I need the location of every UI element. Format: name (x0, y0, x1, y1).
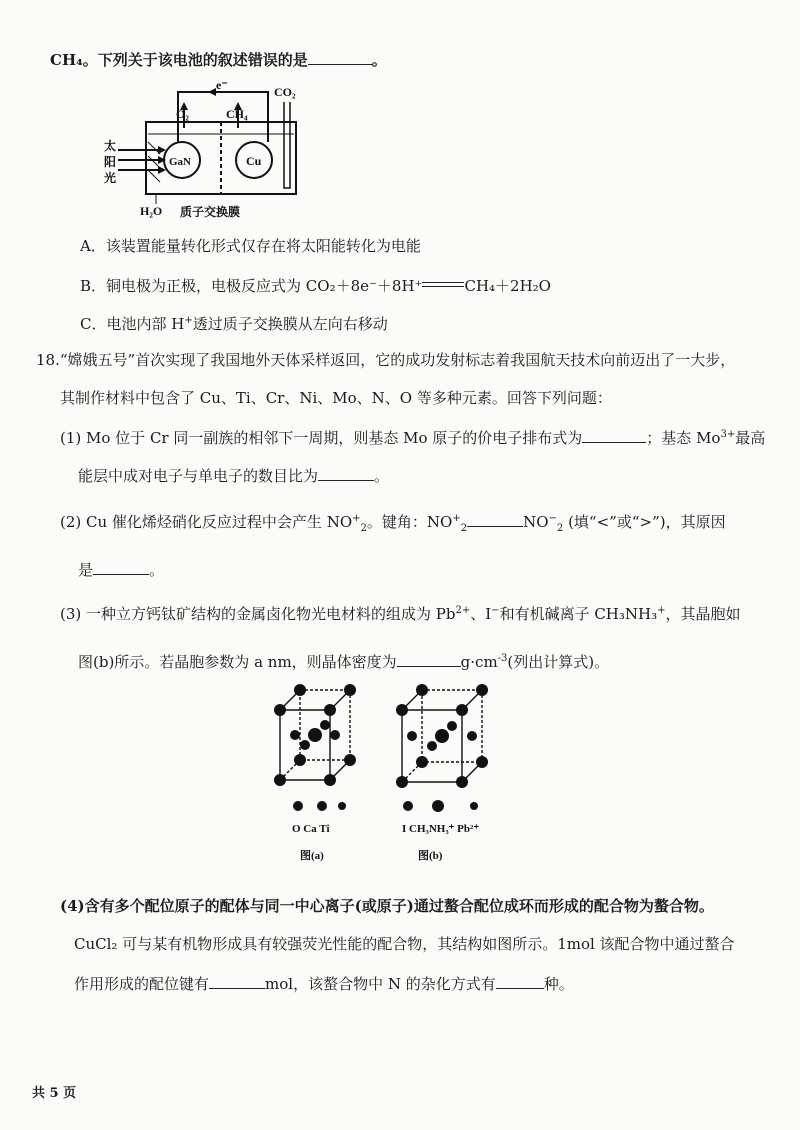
answer-blank[interactable] (496, 972, 544, 989)
cell-diagram (104, 80, 314, 220)
q18-part2-line2: 是 。 (78, 558, 164, 580)
co2-label: CO₂ (274, 85, 296, 99)
legend-a: O Ca Ti (292, 823, 330, 835)
o2-label: O₂ (176, 107, 189, 121)
answer-blank[interactable] (318, 464, 374, 481)
answer-blank[interactable] (467, 510, 523, 527)
gan-label: GaN (169, 156, 191, 168)
caption-b: 图(b) (418, 850, 443, 862)
q18-intro-line-2: 其制作材料中包含了 Cu、Ti、Cr、Ni、Mo、N、O 等多种元素。回答下列问题： (60, 389, 612, 407)
q18-part4-line2: CuCl₂ 可与某有机物形成具有较强荧光性能的配合物，其结构如图所示。1mol 该配合物中通过螯合 (74, 935, 735, 953)
intro-line: CH₄。下列关于该电池的叙述错误的是 。 (50, 48, 387, 70)
intro-text: 。下列关于该电池的叙述错误的是 (82, 51, 308, 69)
answer-blank[interactable] (308, 48, 372, 65)
page-footer: 共 5 页 (32, 1086, 77, 1101)
ch4-label: CH₄ (226, 107, 248, 121)
q18-part1: (1) Mo 位于 Cr 同一副族的相邻下一周期，则基态 Mo 原子的价电子排布式为 ；基态 $Mo^{3+}$最高 (60, 426, 765, 448)
q18-part2: (2) Cu 催化烯烃硝化反应过程中会产生 $NO^+_2$。键角：$NO^+_2$ $NO^-_2$ (填“<”或“>”)，其原因 (60, 510, 726, 532)
membrane-label: 质子交换膜 (180, 205, 241, 219)
legend-b: I CH₃NH₃⁺ Pb²⁺ (402, 823, 480, 835)
option-c: C．电池内部 H+透过质子交换膜从左向右移动 (80, 315, 388, 333)
cu-label: Cu (246, 154, 262, 168)
option-b: B．铜电极为正极，电极反应式为 CO₂＋8e⁻＋8H⁺ CH₄＋2H₂O (80, 277, 551, 295)
equals-sign (422, 282, 464, 287)
perovskite-figure (270, 682, 510, 868)
sun-label-1: 太 (104, 139, 117, 153)
q18-part3: (3) 一种立方钙钛矿结构的金属卤化物光电材料的组成为 $Pb^{2+}$、I−和有机碱离子 CH₃NH₃+，其晶胞如 (60, 605, 741, 623)
answer-blank[interactable] (93, 558, 149, 575)
sun-label-2: 阳 (104, 155, 117, 169)
h2o-label: H₂O (140, 204, 163, 218)
electron-label: e⁻ (216, 80, 228, 92)
option-a: A．该装置能量转化形式仅存在将太阳能转化为电能 (80, 237, 421, 255)
intro-formula: CH₄ (50, 51, 83, 69)
q18-part4-line3: 作用形成的配位键有 mol，该螯合物中 N 的杂化方式有 种。 (74, 972, 574, 994)
answer-blank[interactable] (209, 972, 265, 989)
answer-blank[interactable] (582, 426, 646, 443)
q18-intro-line-1: 18.“嫦娥五号”首次实现了我国地外天体采样返回，它的成功发射标志着我国航天技术向前迈出了一大步， (36, 351, 736, 369)
q18-part3-line2: 图(b)所示。若晶胞参数为 a nm，则晶体密度为 $g\cdot cm^{-3}$(列出计算式)。 (78, 650, 609, 672)
q18-part4-line1: (4)含有多个配位原子的配体与同一中心离子(或原子)通过螯合配位成环而形成的配合物为螯合物。 (60, 897, 714, 915)
q18-part1-line2: 能层中成对电子与单电子的数目比为 。 (78, 464, 389, 486)
sun-label-3: 光 (104, 171, 117, 185)
caption-a: 图(a) (300, 850, 324, 862)
answer-blank[interactable] (397, 650, 461, 667)
